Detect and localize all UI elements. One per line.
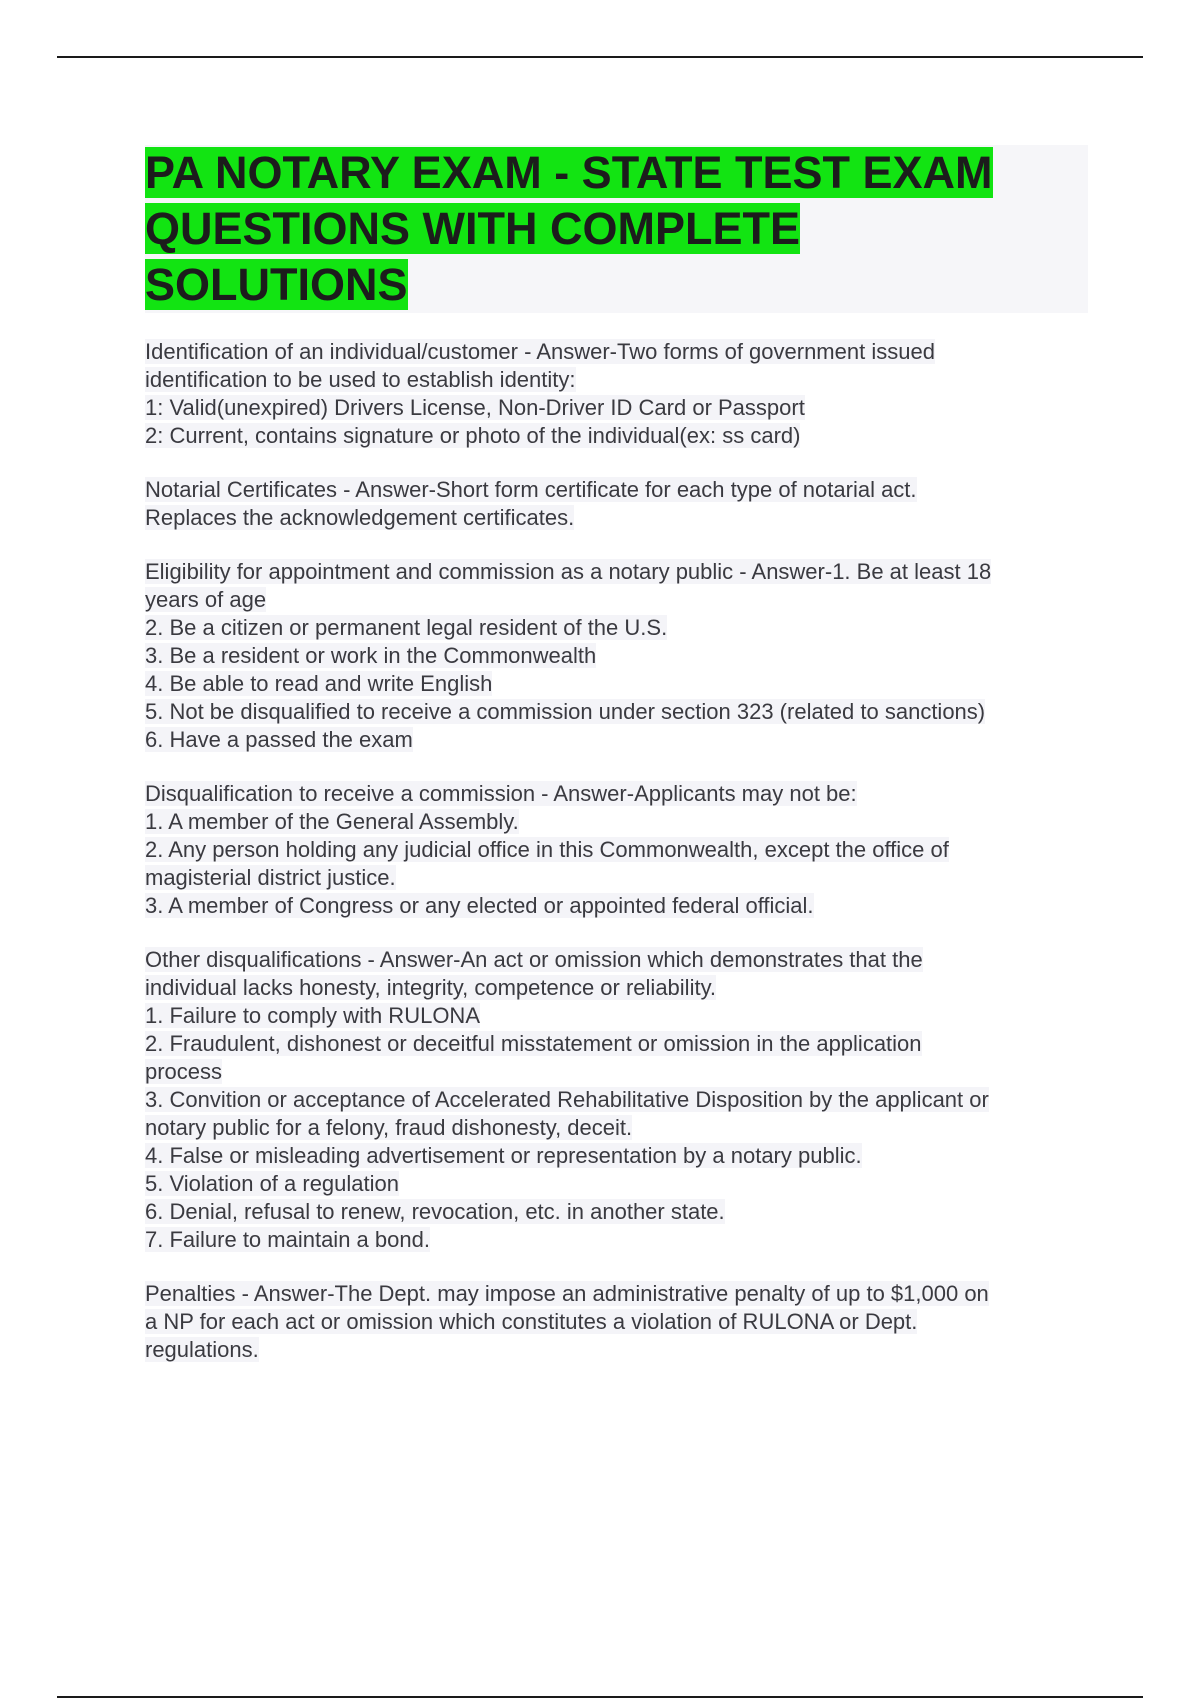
qa-item xyxy=(145,558,1085,754)
qa-line xyxy=(145,1280,1085,1308)
title-line: SOLUTIONS xyxy=(145,259,408,310)
qa-line xyxy=(145,476,1085,504)
title-line: QUESTIONS WITH COMPLETE xyxy=(145,203,801,254)
qa-line xyxy=(145,1114,1085,1142)
qa-line-text: magisterial district justice. xyxy=(145,865,396,890)
qa-line xyxy=(145,366,1085,394)
qa-item xyxy=(145,946,1085,1254)
qa-line xyxy=(145,422,1085,450)
qa-line-text: 4. False or misleading advertisement or representation by a notary public. xyxy=(145,1143,862,1168)
qa-line-text: 5. Not be disqualified to receive a commission under section 323 (related to sanctions) xyxy=(145,699,986,724)
bottom-rule xyxy=(57,1696,1143,1698)
qa-line xyxy=(145,864,1085,892)
qa-line xyxy=(145,1030,1085,1058)
qa-line xyxy=(145,780,1085,808)
qa-line-text: Other disqualifications - Answer-An act or omission which demonstrates that the xyxy=(145,947,923,972)
qa-list xyxy=(145,338,1085,1390)
qa-line-text: Notarial Certificates - Answer-Short form certificate for each type of notarial act. xyxy=(145,477,917,502)
qa-line xyxy=(145,1198,1085,1226)
title-line: PA NOTARY EXAM - STATE TEST EXAM xyxy=(145,147,993,198)
title-block xyxy=(145,145,1088,313)
qa-line xyxy=(145,974,1085,1002)
qa-line-text: Penalties - Answer-The Dept. may impose an administrative penalty of up to $1,000 on xyxy=(145,1281,989,1306)
qa-line xyxy=(145,1308,1085,1336)
qa-line-text: individual lacks honesty, integrity, competence or reliability. xyxy=(145,975,717,1000)
qa-line-text: 5. Violation of a regulation xyxy=(145,1171,399,1196)
qa-item xyxy=(145,338,1085,450)
qa-line-text: process xyxy=(145,1059,223,1084)
qa-line xyxy=(145,338,1085,366)
qa-line-text: Disqualification to receive a commission - Answer-Applicants may not be: xyxy=(145,781,857,806)
qa-line-text: 3. A member of Congress or any elected or appointed federal official. xyxy=(145,893,814,918)
qa-line-text: Replaces the acknowledgement certificates. xyxy=(145,505,575,530)
qa-item xyxy=(145,476,1085,532)
qa-line xyxy=(145,504,1085,532)
qa-line xyxy=(145,946,1085,974)
qa-line xyxy=(145,614,1085,642)
qa-line xyxy=(145,892,1085,920)
qa-item xyxy=(145,780,1085,920)
qa-item xyxy=(145,1280,1085,1364)
qa-line-text: 3. Convition or acceptance of Accelerated Rehabilitative Disposition by the applicant or xyxy=(145,1087,989,1112)
qa-line-text: 7. Failure to maintain a bond. xyxy=(145,1227,430,1252)
qa-line xyxy=(145,1058,1085,1086)
qa-line-text: Identification of an individual/customer - Answer-Two forms of government issued xyxy=(145,339,935,364)
qa-line xyxy=(145,670,1085,698)
qa-line-text: 6. Have a passed the exam xyxy=(145,727,413,752)
qa-line xyxy=(145,1002,1085,1030)
qa-line xyxy=(145,1336,1085,1364)
qa-line xyxy=(145,558,1085,586)
qa-line xyxy=(145,642,1085,670)
qa-line-text: 6. Denial, refusal to renew, revocation, etc. in another state. xyxy=(145,1199,725,1224)
qa-line-text: 1: Valid(unexpired) Drivers License, Non-Driver ID Card or Passport xyxy=(145,395,805,420)
qa-line-text: a NP for each act or omission which constitutes a violation of RULONA or Dept. xyxy=(145,1309,918,1334)
document-title xyxy=(145,145,1088,313)
qa-line xyxy=(145,1086,1085,1114)
qa-line-text: 2: Current, contains signature or photo of the individual(ex: ss card) xyxy=(145,423,801,448)
qa-line-text: 2. Be a citizen or permanent legal resident of the U.S. xyxy=(145,615,668,640)
qa-line-text: regulations. xyxy=(145,1337,259,1362)
qa-line-text: 2. Fraudulent, dishonest or deceitful misstatement or omission in the application xyxy=(145,1031,922,1056)
qa-line xyxy=(145,1142,1085,1170)
qa-line-text: 3. Be a resident or work in the Commonwealth xyxy=(145,643,597,668)
qa-line-text: identification to be used to establish identity: xyxy=(145,367,576,392)
qa-line xyxy=(145,394,1085,422)
qa-line xyxy=(145,808,1085,836)
qa-line xyxy=(145,726,1085,754)
qa-line xyxy=(145,1226,1085,1254)
top-rule xyxy=(57,56,1143,58)
qa-line xyxy=(145,586,1085,614)
qa-line-text: 2. Any person holding any judicial office in this Commonwealth, except the office of xyxy=(145,837,949,862)
qa-line xyxy=(145,836,1085,864)
qa-line-text: years of age xyxy=(145,587,267,612)
qa-line-text: notary public for a felony, fraud dishonesty, deceit. xyxy=(145,1115,633,1140)
qa-line xyxy=(145,1170,1085,1198)
qa-line-text: 4. Be able to read and write English xyxy=(145,671,493,696)
qa-line-text: 1. Failure to comply with RULONA xyxy=(145,1003,480,1028)
qa-line xyxy=(145,698,1085,726)
qa-line-text: Eligibility for appointment and commission as a notary public - Answer-1. Be at least 18 xyxy=(145,559,992,584)
qa-line-text: 1. A member of the General Assembly. xyxy=(145,809,519,834)
